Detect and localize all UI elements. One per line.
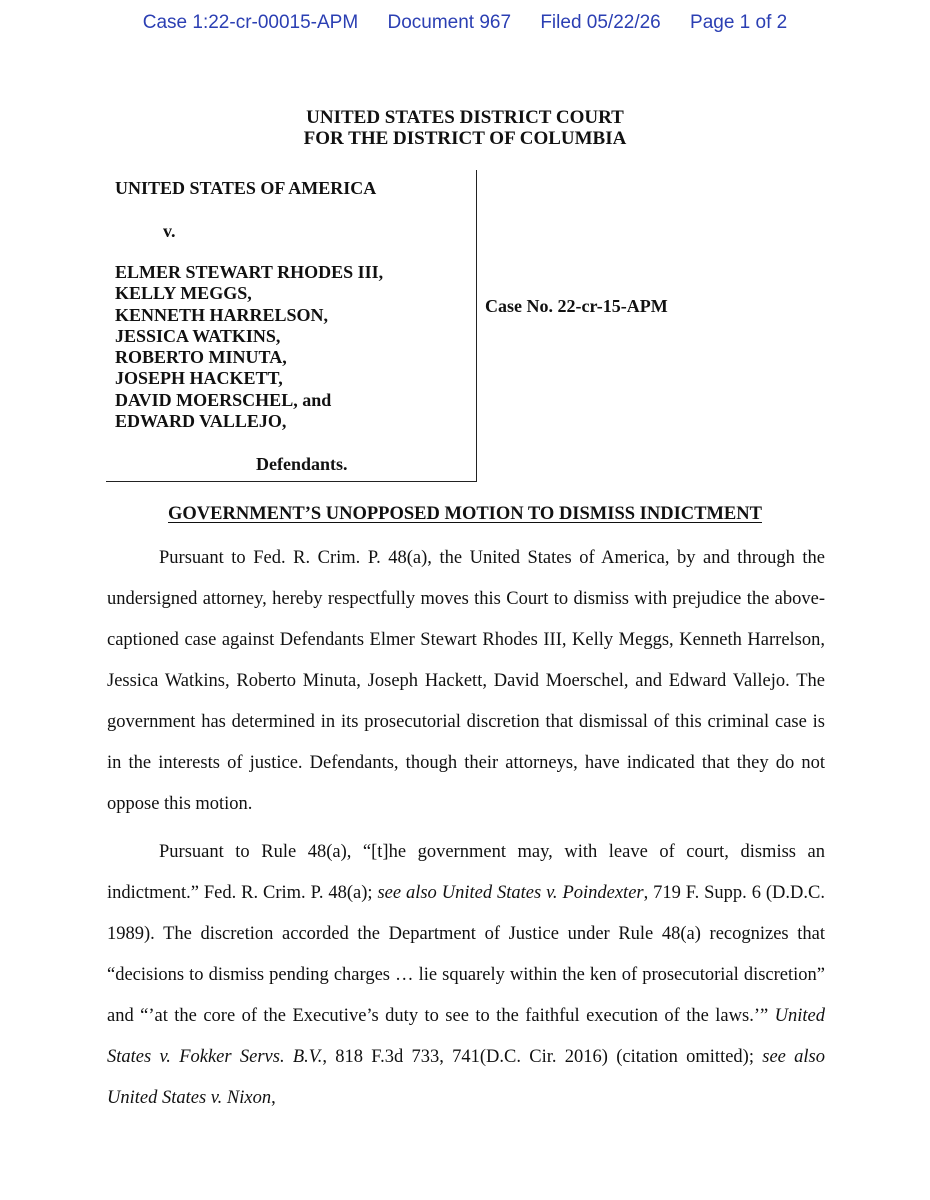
defendants-role-label: Defendants. xyxy=(256,454,348,474)
header-case-number: Case 1:22-cr-00015-APM xyxy=(142,12,359,33)
defendant-name: EDWARD VALLEJO, xyxy=(115,411,287,432)
paragraph-text xyxy=(107,832,825,1119)
defendant-name: KELLY MEGGS, xyxy=(115,283,252,304)
body-paragraph-1 xyxy=(107,538,825,825)
defendant-name: ROBERTO MINUTA, xyxy=(115,347,287,368)
case-caption xyxy=(115,178,475,474)
case-number: Case No. 22-cr-15-APM xyxy=(485,296,668,316)
paragraph-text: Pursuant to Fed. R. Crim. P. 48(a), the United States of America, by and through the undersigned attorney, hereby respectfully moves this Court to dismiss with prejudice the above-captioned case against Defendants Elmer Stewart Rhodes III, Kelly Meggs, Kenneth Harrelson, Jessica Watkins, Roberto Minuta, Joseph Hackett, David Moerschel, and Edward Vallejo. The government has determined in its prosecutorial discretion that dismissal of this criminal case is in the interests of justice. Defendants, though their attorneys, have indicated that they do not oppose this motion. xyxy=(107,548,825,814)
versus-label: v. xyxy=(163,221,176,241)
motion-title: GOVERNMENT’S UNOPPOSED MOTION TO DISMISS INDICTMENT xyxy=(168,504,762,524)
body-paragraph-2 xyxy=(107,832,825,1119)
caption-divider-horizontal xyxy=(106,481,477,482)
defendant-name: JESSICA WATKINS, xyxy=(115,325,281,346)
court-title-line2: FOR THE DISTRICT OF COLUMBIA xyxy=(303,128,627,149)
text-run: , 818 F.3d 733, 741(D.C. Cir. 2016) (citation omitted); xyxy=(322,1047,763,1067)
court-title xyxy=(0,107,930,149)
case-citation: United States v. Fokker Servs. B.V. xyxy=(107,1006,825,1067)
text-run: , xyxy=(271,1088,276,1108)
header-filed-date: Filed 05/22/26 xyxy=(540,12,661,33)
defendant-name: DAVID MOERSCHEL, and xyxy=(115,389,332,410)
text-run: , 719 F. Supp. 6 (D.D.C. 1989). The discretion accorded the Department of Justice under Rule 48(a) recognizes that “decisions to dismiss pending charges … lie squarely within the ken of prosecutorial discretion” and “’at the core of the Executive’s duty to see to the faithful execution of the laws.’” xyxy=(107,883,825,1026)
defendant-name: ELMER STEWART RHODES III, xyxy=(115,262,384,282)
header-page-number: Page 1 of 2 xyxy=(690,12,788,33)
text-run: Pursuant to Rule 48(a), “[t]he government may, with leave of court, dismiss an indictment.” Fed. R. Crim. P. 48(a); xyxy=(107,842,825,903)
ecf-header-stamp xyxy=(0,12,930,34)
defendant-name: JOSEPH HACKETT, xyxy=(115,368,283,389)
defendants-list xyxy=(115,262,383,432)
header-document-number: Document 967 xyxy=(387,12,512,33)
case-citation: see also United States v. Poindexter xyxy=(377,883,644,903)
caption-divider-vertical xyxy=(476,170,477,482)
plaintiff-name: UNITED STATES OF AMERICA xyxy=(115,178,377,198)
case-citation: see also United States v. Nixon xyxy=(107,1047,826,1108)
defendant-name: KENNETH HARRELSON, xyxy=(115,304,329,325)
court-title-line1: UNITED STATES DISTRICT COURT xyxy=(306,107,624,128)
